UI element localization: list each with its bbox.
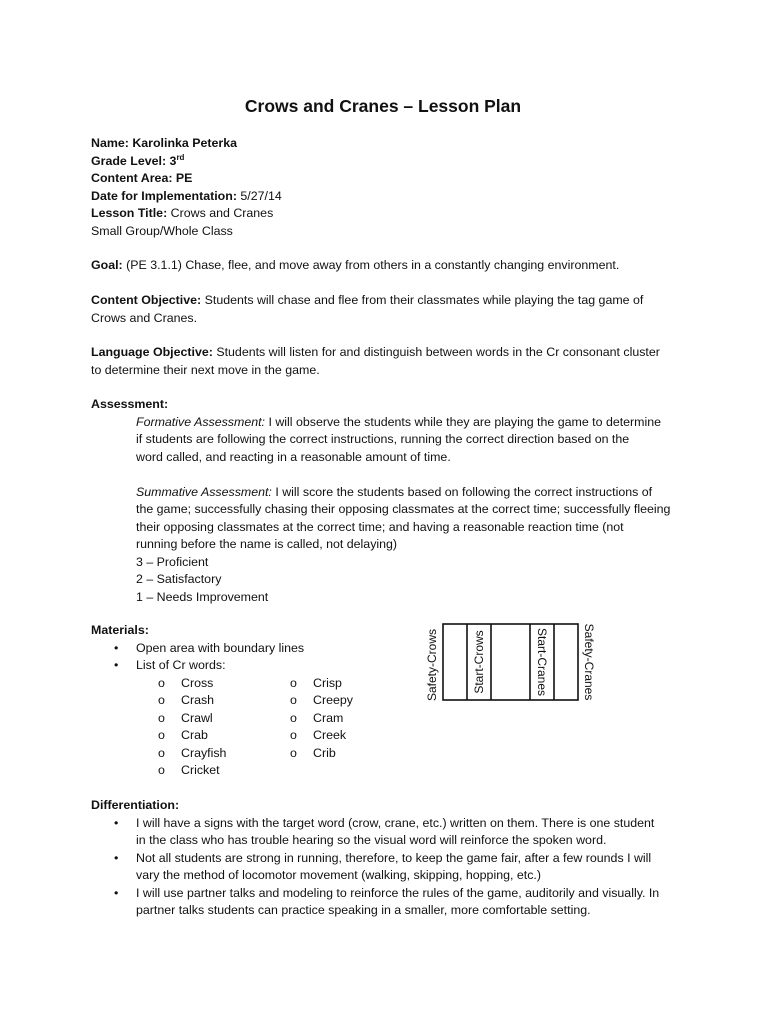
list-item: o Crisp [290, 675, 342, 690]
summative-text-1: I will score the students based on following the correct instructions of [275, 484, 653, 499]
date-value: 5/27/14 [240, 188, 282, 203]
content-objective-label: Content Objective: [91, 293, 202, 307]
summative-line2: the game; successfully chasing their opposing classmates at the correct time; successfully fleeing [136, 502, 671, 516]
start-cranes-label: Start-Cranes [535, 627, 549, 697]
name-value: Karolinka Peterka [132, 136, 238, 150]
name-label: Name: [91, 136, 129, 150]
formative-line1 [91, 414, 681, 432]
list-item: o Cricket [158, 763, 220, 777]
diff-item2-line1: • Not all students are strong in running, therefore, to keep the game fair, after a few rounds I will [136, 850, 652, 865]
content-area-label: Content Area: [91, 171, 173, 185]
materials-item-open-area: • Open area with boundary lines [91, 640, 681, 658]
header-info [91, 135, 681, 240]
content-area-value: PE [175, 171, 193, 185]
cr-words-right-column [223, 675, 423, 763]
formative-label: Formative Assessment: [136, 414, 265, 429]
goal-label: Goal: [91, 258, 123, 272]
language-objective-line2: to determine their next move in the game. [91, 362, 320, 377]
content-objective-line2: Crows and Cranes. [91, 310, 198, 325]
content-objective-section [91, 292, 681, 327]
list-item: o Cram [290, 710, 344, 725]
list-item: o Creepy [290, 693, 353, 707]
summative-label: Summative Assessment: [136, 484, 272, 499]
list-item: o Crib [290, 745, 336, 760]
formative-line3: word called, and reacting in a reasonable amount of time. [136, 449, 451, 464]
field-diagram-svg [418, 618, 602, 706]
safety-crows-label: Safety-Crows [425, 628, 439, 702]
grade-label: Grade Level: [91, 153, 167, 168]
language-objective-section [91, 344, 681, 379]
document-title: Crows and Cranes – Lesson Plan [244, 96, 522, 116]
summative-line4: running before the name is called, not delaying) [136, 537, 398, 551]
differentiation-section [91, 797, 681, 920]
start-crows-label: Start-Crows [472, 630, 486, 694]
date-line [91, 188, 681, 206]
score-needs-improvement: 1 – Needs Improvement [136, 589, 269, 604]
diff-item1-line2: in the class who has trouble hearing so the visual word will reinforce the spoken word. [136, 833, 607, 847]
score-satisfactory: 2 – Satisfactory [136, 572, 222, 586]
field-diagram [418, 618, 602, 706]
grade-value: 3 [169, 153, 177, 168]
goal-text: (PE 3.1.1) Chase, flee, and move away from others in a constantly changing environment. [126, 258, 620, 272]
grade-superscript: rd [176, 152, 185, 162]
assessment-label: Assessment: [91, 397, 169, 411]
name-line [91, 135, 681, 153]
differentiation-label: Differentiation: [91, 798, 180, 812]
materials-label: Materials: [91, 623, 149, 637]
group-line: Small Group/Whole Class [91, 223, 233, 238]
formative-text-1: I will observe the students while they are playing the game to determine [268, 414, 662, 429]
diff-item1-line1: • I will have a signs with the target word (crow, crane, etc.) written on them. There is one student [136, 815, 655, 830]
differentiation-list [91, 815, 681, 920]
goal-section [91, 257, 681, 275]
lesson-title-line [91, 205, 681, 223]
diff-item3-line2: partner talks students can practice speaking in a smaller, more comfortable setting. [136, 903, 591, 917]
safety-cranes-label: Safety-Cranes [582, 623, 596, 701]
list-item: o Creek [290, 728, 347, 742]
summative-line1 [91, 484, 681, 502]
differentiation-item-signs [91, 815, 681, 850]
date-label: Date for Implementation: [91, 188, 237, 203]
list-item: o Crawl [158, 710, 213, 725]
assessment-section [91, 396, 681, 606]
content-objective-line1: Students will chase and flee from their classmates while playing the tag game of [204, 293, 644, 307]
lesson-title-label: Lesson Title: [91, 206, 168, 220]
list-item: o Crayfish [158, 745, 227, 760]
diff-item2-line2: vary the method of locomotor movement (walking, skipping, hopping, etc.) [136, 868, 541, 882]
language-objective-label: Language Objective: [91, 345, 213, 359]
diff-item3-line1: • I will use partner talks and modeling to reinforce the rules of the game, auditorily and visually. In [136, 885, 660, 900]
language-objective-line1: Students will listen for and distinguish between words in the Cr consonant cluster [216, 345, 660, 359]
content-area-line [91, 170, 681, 188]
differentiation-item-locomotor [91, 850, 681, 885]
lesson-title-value: Crows and Cranes [170, 206, 274, 220]
list-item: o Crab [158, 728, 208, 742]
list-item: o Crash [158, 693, 215, 707]
grade-line [91, 153, 681, 171]
materials-item-cr-words: • List of Cr words: [91, 657, 681, 675]
summative-line3: their opposing classmates at the correct time; and having a reasonable reaction time (not [136, 519, 624, 534]
list-item: o Cross [158, 675, 214, 690]
formative-line2: if students are following the correct instructions, running the correct direction based on the [136, 432, 630, 446]
differentiation-item-partner-talks [91, 885, 681, 920]
score-proficient: 3 – Proficient [136, 554, 209, 569]
